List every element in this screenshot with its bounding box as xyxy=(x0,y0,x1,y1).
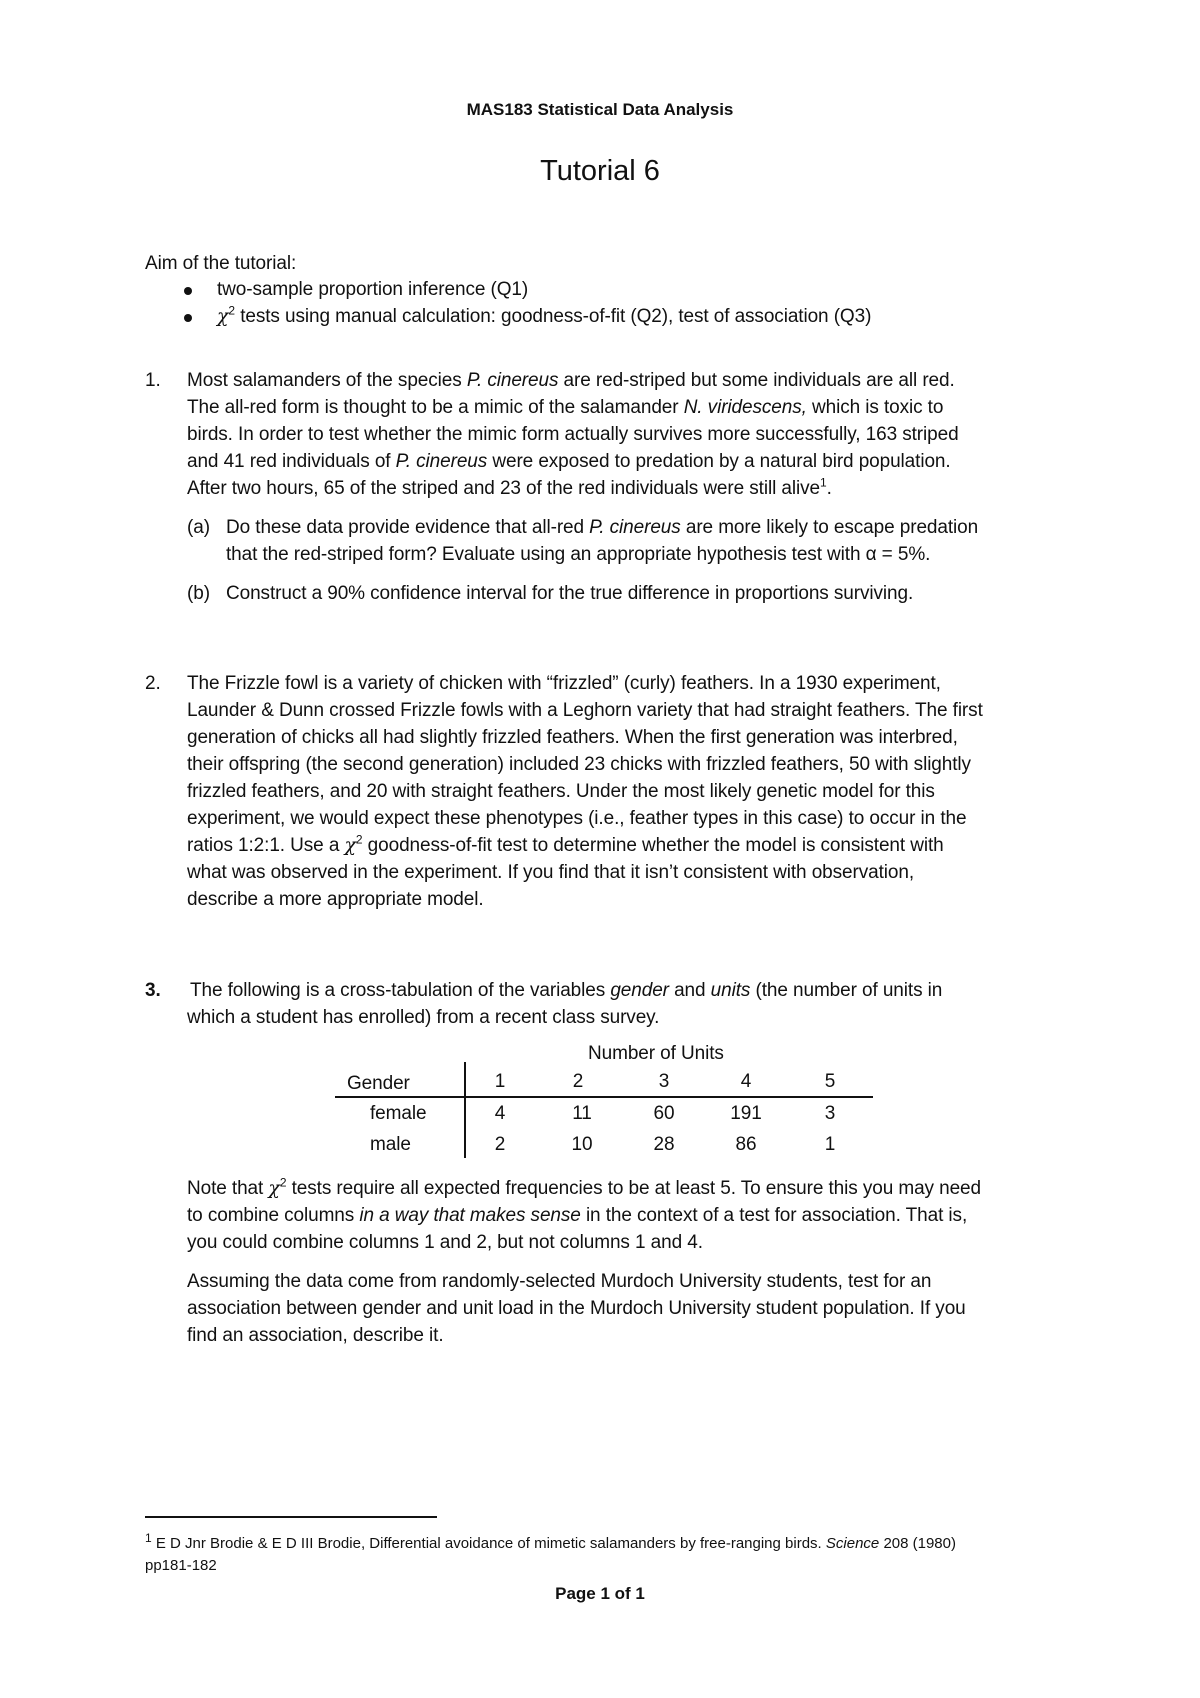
table-cell: 2 xyxy=(494,1134,506,1155)
table-row-label: male xyxy=(370,1134,411,1155)
q1b-label: (b) xyxy=(187,583,210,604)
q3-note-line-2: to combine columns in a way that makes sense in the context of a test for association. That is, xyxy=(187,1205,968,1226)
table-cell: 28 xyxy=(653,1134,675,1155)
table-header-rule xyxy=(335,1096,873,1098)
q1a-line-2: that the red-striped form? Evaluate using an appropriate hypothesis test with α = 5%. xyxy=(226,544,931,565)
table-cell: 3 xyxy=(824,1103,836,1124)
q1-line-3: birds. In order to test whether the mimic form actually survives more successfully, 163 striped xyxy=(187,424,959,445)
footnote-ref: 1 xyxy=(819,475,827,490)
table-col-header: 4 xyxy=(740,1071,752,1092)
footnote-separator xyxy=(145,1516,437,1518)
q2-line-1: The Frizzle fowl is a variety of chicken with “frizzled” (curly) feathers. In a 1930 experiment, xyxy=(187,673,941,694)
q1-line-2: The all-red form is thought to be a mimic of the salamander N. viridescens, which is toxic to xyxy=(187,397,944,418)
q3-intro-line-1: The following is a cross-tabulation of the variables gender and units (the number of units in xyxy=(190,980,943,1001)
q3-note-line-3: you could combine columns 1 and 2, but not columns 1 and 4. xyxy=(187,1232,703,1253)
bullet-icon xyxy=(184,314,192,322)
bullet-icon xyxy=(184,287,192,295)
table-row-label: female xyxy=(370,1103,427,1124)
q2-number: 2. xyxy=(145,673,161,694)
course-header: MAS183 Statistical Data Analysis xyxy=(466,100,734,119)
table-cell: 60 xyxy=(653,1103,675,1124)
q2-line-2: Launder & Dunn crossed Frizzle fowls with a Leghorn variety that had straight feathers. The first xyxy=(187,700,983,721)
table-cell: 4 xyxy=(494,1103,506,1124)
aim-item-2: $\chi^2$ tests using manual calculation: goodness-of-fit (Q2), test of association (Q3) xyxy=(217,303,872,327)
q2-line-5: frizzled feathers, and 20 with straight feathers. Under the most likely genetic model for this xyxy=(187,781,935,802)
q2-line-6: experiment, we would expect these phenotypes (i.e., feather types in this case) to occur in the xyxy=(187,808,967,829)
q3-assume-line-3: find an association, describe it. xyxy=(187,1325,444,1346)
chi-power: 2 xyxy=(228,303,235,318)
footnote-line-2: pp181-182 xyxy=(145,1557,217,1574)
aim-item-1: two-sample proportion inference (Q1) xyxy=(217,279,529,300)
table-col-header: 3 xyxy=(658,1071,670,1092)
page-title: Tutorial 6 xyxy=(540,155,660,187)
q2-line-3: generation of chicks all had slightly frizzled feathers. When the first generation was interbred, xyxy=(187,727,958,748)
table-cell: 10 xyxy=(571,1134,593,1155)
q2-line-8: what was observed in the experiment. If you find that it isn’t consistent with observation, xyxy=(187,862,915,883)
table-super-header: Number of Units xyxy=(588,1043,724,1064)
table-cell: 11 xyxy=(572,1103,592,1124)
chi-symbol: χ xyxy=(217,305,229,327)
q1-number: 1. xyxy=(145,370,161,391)
q1a-line-1: Do these data provide evidence that all-red P. cinereus are more likely to escape predation xyxy=(226,517,979,538)
page-number: Page 1 of 1 xyxy=(555,1584,645,1603)
q1a-label: (a) xyxy=(187,517,210,538)
table-col-header: 5 xyxy=(824,1071,836,1092)
q3-note-line-1: Note that $\chi^2$ tests require all expected frequencies to be at least 5. To ensure this you may need xyxy=(187,1175,981,1199)
q2-line-7: ratios 1:2:1. Use a $\chi^2$ goodness-of-fit test to determine whether the model is consistent with xyxy=(187,832,944,856)
table-col-header: 1 xyxy=(494,1071,506,1092)
aims-heading: Aim of the tutorial: xyxy=(145,253,297,274)
table-row-header: Gender xyxy=(347,1073,410,1094)
q1b-text: Construct a 90% confidence interval for the true difference in proportions surviving. xyxy=(226,583,914,604)
q1-line-4: and 41 red individuals of P. cinereus were exposed to predation by a natural bird population. xyxy=(187,451,951,472)
q2-line-4: their offspring (the second generation) included 23 chicks with frizzled feathers, 50 with slightly xyxy=(187,754,971,775)
table-cell: 86 xyxy=(735,1134,757,1155)
q1-line-1: Most salamanders of the species P. cinereus are red-striped but some individuals are all red. xyxy=(187,370,955,391)
q2-line-9: describe a more appropriate model. xyxy=(187,889,484,910)
table-cell: 1 xyxy=(824,1134,836,1155)
q3-assume-line-1: Assuming the data come from randomly-selected Murdoch University students, test for an xyxy=(187,1271,932,1292)
q3-number: 3. xyxy=(145,980,161,1001)
q3-intro-line-2: which a student has enrolled) from a recent class survey. xyxy=(187,1007,660,1028)
q3-assume-line-2: association between gender and unit load in the Murdoch University student population. If you xyxy=(187,1298,966,1319)
table-cell: 191 xyxy=(730,1103,762,1124)
table-vertical-rule xyxy=(464,1062,466,1158)
q1-line-5: After two hours, 65 of the striped and 23 of the red individuals were still alive$^1$. xyxy=(187,475,832,499)
table-col-header: 2 xyxy=(572,1071,584,1092)
footnote-line-1: $^1$ E D Jnr Brodie & E D III Brodie, Differential avoidance of mimetic salamanders by free-ranging birds. Science 208 (1980) xyxy=(145,1531,956,1552)
